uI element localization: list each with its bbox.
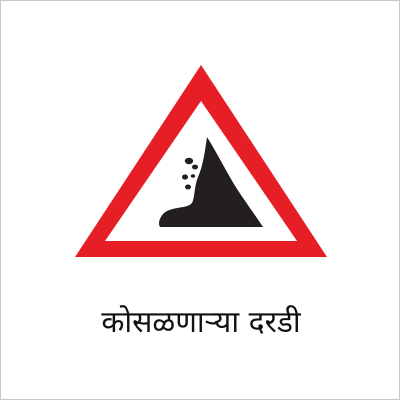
sign-caption: कोसळणाऱ्या दरडी: [101, 305, 301, 340]
warning-sign: [1, 1, 400, 301]
